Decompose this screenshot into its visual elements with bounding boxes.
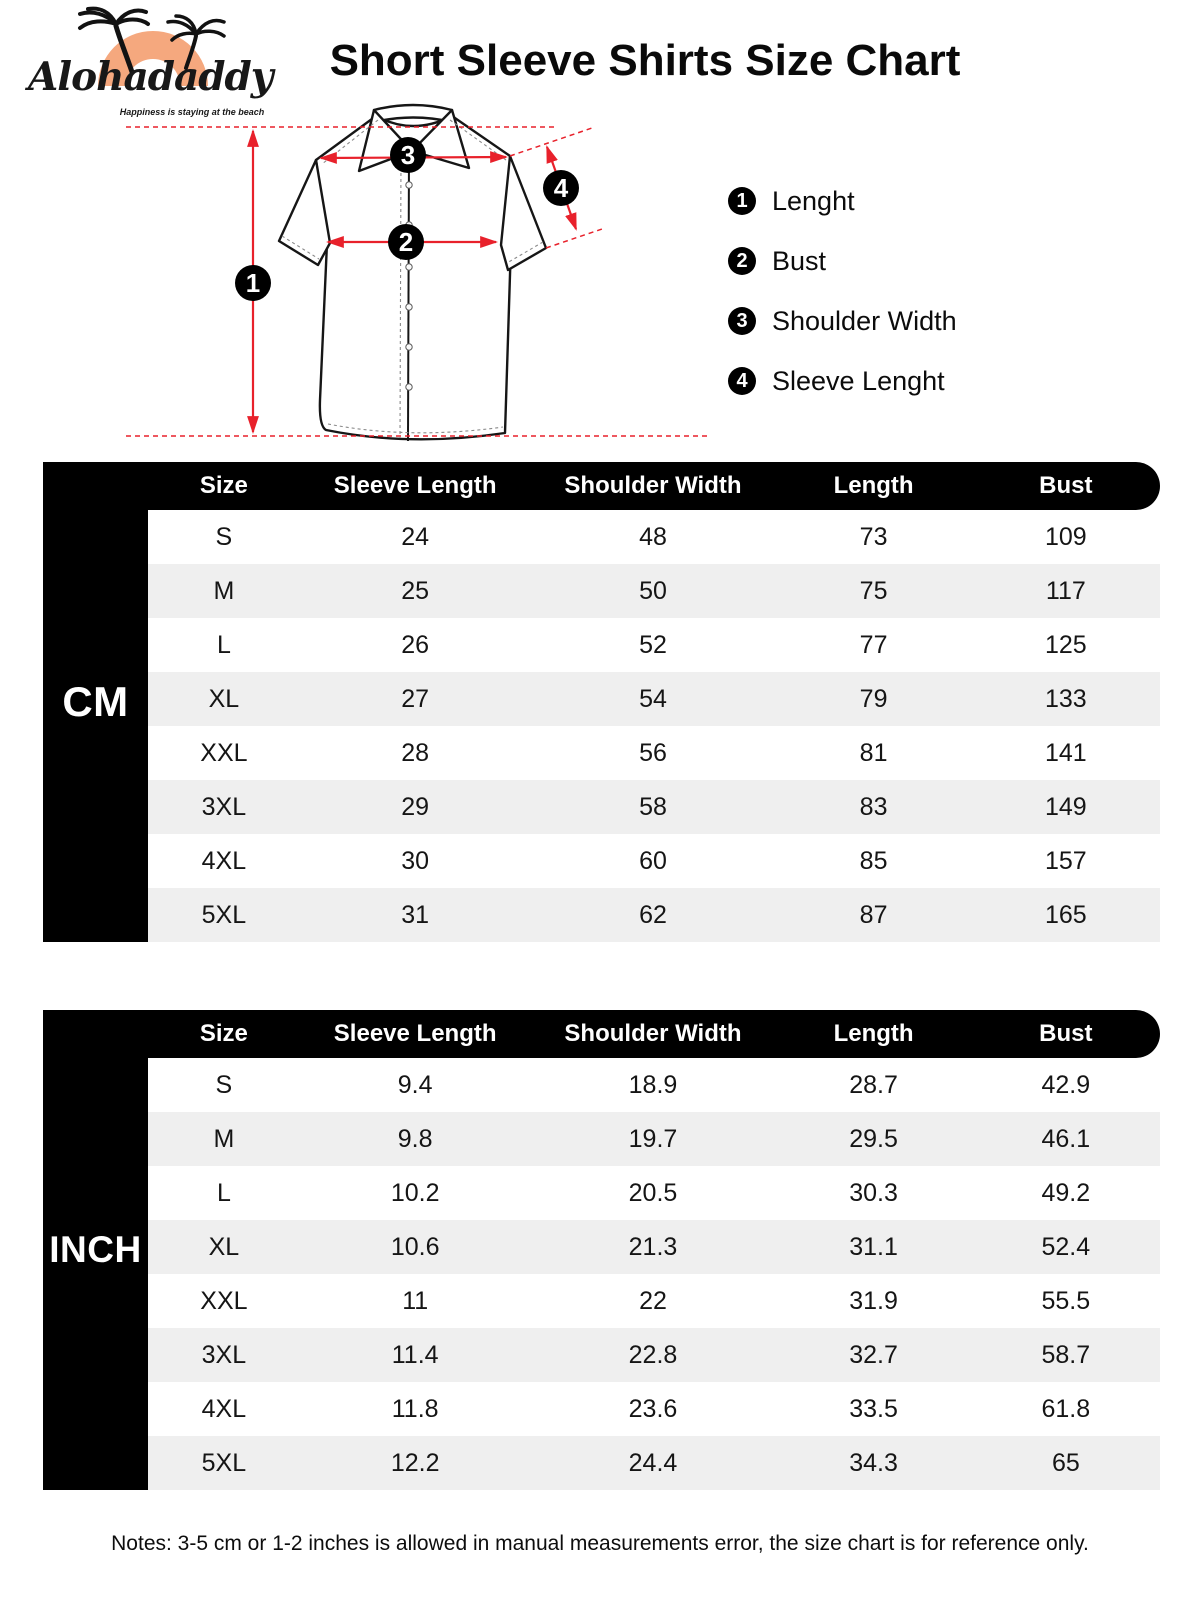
value-cell: 65 [1051,1448,1080,1477]
size-cell: XXL [200,1286,248,1315]
column-header-shoulder-width: Shoulder Width [564,1020,742,1047]
size-row-xl [148,1220,1160,1274]
value-cell: 125 [1044,630,1087,659]
value-cell: 141 [1044,738,1087,767]
value-cell: 10.2 [390,1178,440,1207]
size-row-xxl [148,1274,1160,1328]
value-cell: 29.5 [849,1124,898,1153]
size-row-l [148,1166,1160,1220]
legend-label: Bust [772,245,827,276]
value-cell: 11.4 [391,1340,439,1369]
measurement-legend [728,186,1068,426]
value-cell: 58.7 [1041,1340,1091,1369]
column-header-shoulder-width: Shoulder Width [564,472,742,499]
column-header-sleeve-length: Sleeve Length [333,472,497,499]
brand-name: Alohadaddy [28,54,273,100]
value-cell: 55.5 [1041,1286,1091,1315]
value-cell: 21.3 [628,1232,678,1261]
unit-column-inch [43,1010,148,1490]
table-header-row [43,462,1160,510]
value-cell: 58 [639,792,667,821]
value-cell: 9.4 [397,1070,433,1099]
value-cell: 9.8 [397,1124,433,1153]
size-cell: 4XL [201,846,247,875]
table-body [148,1058,1160,1490]
value-cell: 133 [1044,684,1087,713]
size-row-4xl [148,834,1160,888]
legend-number-badge: 2 [728,247,756,275]
value-cell: 109 [1044,522,1087,551]
column-header-size: Size [199,1020,248,1047]
size-cell: 4XL [201,1394,247,1423]
legend-label: Lenght [772,185,855,216]
table-body [148,510,1160,942]
column-header-bust: Bust [1039,472,1093,499]
column-header-length: Length [833,1020,914,1047]
diagram-badge-sleeve-length: 4 [543,170,579,206]
size-cell: L [216,1178,231,1207]
value-cell: 42.9 [1041,1070,1091,1099]
size-cell: S [215,1070,233,1099]
value-cell: 11.8 [391,1394,439,1423]
value-cell: 28 [401,738,430,767]
size-row-3xl [148,1328,1160,1382]
size-row-4xl [148,1382,1160,1436]
size-row-xxl [148,726,1160,780]
legend-item-lenght [728,186,1068,216]
column-header-bust: Bust [1039,1020,1093,1047]
size-row-s [148,510,1160,564]
value-cell: 11 [402,1286,429,1315]
unit-label: CM [62,678,129,725]
size-row-l [148,618,1160,672]
size-row-s [148,1058,1160,1112]
size-row-m [148,1112,1160,1166]
size-row-m [148,564,1160,618]
diagram-badge-bust: 2 [388,224,424,260]
value-cell: 27 [401,684,430,713]
value-cell: 24 [401,522,430,551]
legend-item-shoulder-width [728,306,1068,336]
size-cell: S [215,522,233,551]
size-cell: XL [208,1232,240,1261]
value-cell: 52 [639,630,667,659]
value-cell: 34.3 [849,1448,898,1477]
value-cell: 62 [639,900,667,929]
value-cell: 25 [401,576,430,605]
value-cell: 24.4 [628,1448,678,1477]
size-row-5xl [148,888,1160,942]
value-cell: 157 [1044,846,1087,875]
size-cell: 3XL [201,1340,247,1369]
page-title: Short Sleeve Shirts Size Chart [329,36,961,85]
unit-column-cm [43,462,148,942]
size-cell: XXL [200,738,248,767]
brand-tagline: Happiness is staying at the beach [119,107,265,117]
value-cell: 81 [859,738,888,767]
inch-size-table [43,1010,1160,1490]
value-cell: 50 [639,576,667,605]
legend-number-badge: 3 [728,307,756,335]
notes-text: Notes: 3-5 cm or 1-2 inches is allowed in manual measurements error, the size chart is for reference only. [111,1532,1089,1555]
size-row-5xl [148,1436,1160,1490]
legend-item-sleeve-lenght [728,366,1068,396]
right-sleeve [501,156,546,270]
value-cell: 22.8 [628,1340,678,1369]
value-cell: 23.6 [628,1394,678,1423]
legend-number-badge: 1 [728,187,756,215]
value-cell: 31.1 [849,1232,898,1261]
value-cell: 75 [859,576,888,605]
value-cell: 28.7 [849,1070,898,1099]
column-header-sleeve-length: Sleeve Length [333,1020,497,1047]
value-cell: 52.4 [1041,1232,1091,1261]
size-cell: 5XL [201,1448,247,1477]
value-cell: 149 [1044,792,1087,821]
value-cell: 165 [1044,900,1087,929]
value-cell: 49.2 [1041,1178,1091,1207]
value-cell: 10.6 [390,1232,440,1261]
value-cell: 54 [639,684,667,713]
value-cell: 30 [401,846,430,875]
value-cell: 31 [401,900,430,929]
column-header-length: Length [833,472,914,499]
diagram-badge-length: 1 [235,265,271,301]
size-row-3xl [148,780,1160,834]
value-cell: 60 [639,846,667,875]
value-cell: 22 [639,1286,667,1315]
value-cell: 61.8 [1041,1394,1091,1423]
value-cell: 18.9 [628,1070,678,1099]
legend-label: Sleeve Lenght [772,365,945,396]
value-cell: 32.7 [849,1340,898,1369]
value-cell: 46.1 [1041,1124,1091,1153]
value-cell: 20.5 [628,1178,678,1207]
value-cell: 29 [401,792,430,821]
value-cell: 26 [401,630,430,659]
value-cell: 73 [859,522,888,551]
size-cell: M [213,576,235,605]
diagram-badge-shoulder-width: 3 [390,137,426,173]
value-cell: 79 [859,684,888,713]
value-cell: 87 [859,900,888,929]
size-cell: XL [208,684,240,713]
collar-band [374,105,452,122]
value-cell: 85 [859,846,888,875]
size-row-xl [148,672,1160,726]
value-cell: 117 [1045,576,1086,605]
value-cell: 31.9 [849,1286,898,1315]
legend-item-bust [728,246,1068,276]
value-cell: 30.3 [849,1178,898,1207]
shirt-measurement-diagram [120,100,740,450]
value-cell: 33.5 [849,1394,898,1423]
size-cell: L [216,630,231,659]
value-cell: 83 [859,792,888,821]
legend-number-badge: 4 [728,367,756,395]
size-cell: 3XL [201,792,247,821]
value-cell: 48 [639,522,667,551]
unit-label: INCH [49,1229,142,1270]
table-header-row [43,1010,1160,1058]
size-cell: M [213,1124,235,1153]
cm-size-table [43,462,1160,942]
value-cell: 56 [639,738,667,767]
size-cell: 5XL [201,900,247,929]
legend-label: Shoulder Width [772,305,957,336]
column-header-size: Size [199,472,248,499]
value-cell: 12.2 [390,1448,440,1477]
value-cell: 77 [859,630,888,659]
value-cell: 19.7 [628,1124,678,1153]
